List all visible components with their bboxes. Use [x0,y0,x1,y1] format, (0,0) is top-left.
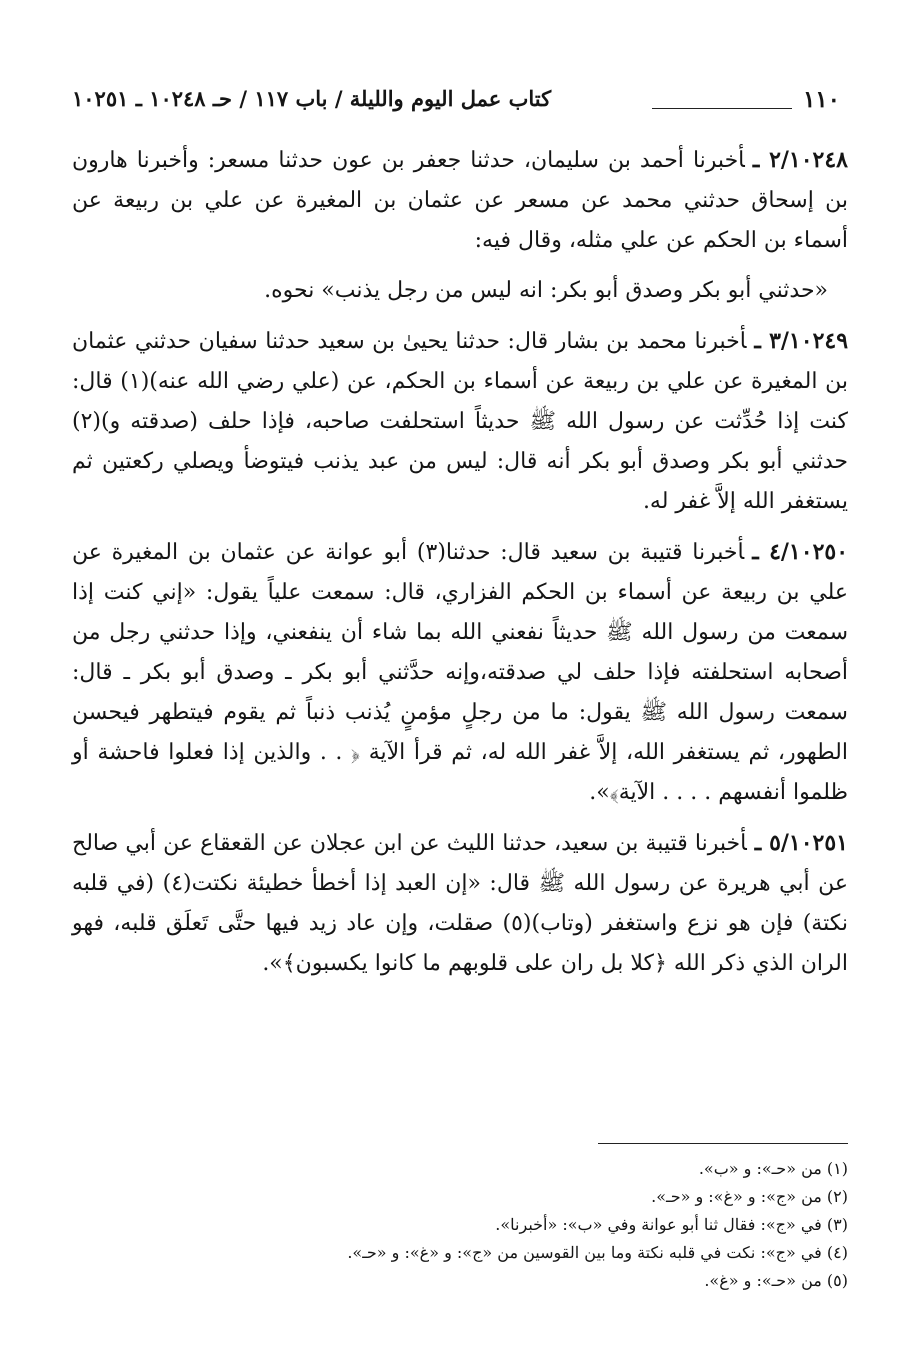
footnotes [72,1155,848,1295]
page-number: ١١٠ [802,86,840,113]
hadith-body: «حدثني أبو بكر وصدق أبو بكر: انه ليس من رجل يذنب» نحوه. [264,278,828,303]
running-title: كتاب عمل اليوم والليلة / باب ١١٧ / حـ ١٠٢٤٨ ـ ١٠٢٥١ [72,86,552,111]
hadith-body: أخبرنا محمد بن بشار قال: حدثنا يحيىٰ بن سعيد حدثنا سفيان حدثني عثمان بن المغيرة عن علي بن ربيعة عن أسماء بن الحكم، عن (علي رضي الله عنه)(١) قال: كنت إذا حُدِّثت عن رسول الله ﷺ حديثاً استحلفت صاحبه، فإذا حلف (صدقته و)(٢) حدثني أبو بكر وصدق أبو بكر أنه قال: ليس من عبد يذنب فيتوضأ ويصلي ركعتين ثم يستغفر الله إلاَّ غفر له. [72,329,848,514]
hadith-number: ٤/١٠٢٥٠ ـ [752,539,849,565]
hadith-text [72,140,848,984]
hadith-number: ٣/١٠٢٤٩ ـ [754,328,849,354]
footnote: (٣) في «ج»: فقال ثنا أبو عوانة وفي «ب»: «أخبرنا». [495,1215,848,1234]
page-header [72,80,848,124]
footnote: (١) من «حـ»: و «ب». [698,1159,848,1178]
hadith-body: أخبرنا أحمد بن سليمان، حدثنا جعفر بن عون حدثنا مسعر: وأخبرنا هارون بن إسحاق حدثني محمد عن مسعر عن عثمان بن المغيرة عن علي بن ربيعة عن أسماء بن الحكم عن علي مثله، وقال فيه: [72,148,848,253]
hadith-paragraph [72,140,848,261]
hadith-paragraph [72,321,848,522]
hadith-paragraph [72,532,848,813]
header-rule [652,108,792,109]
footnote: (٢) من «ج»: و «غ»: و «حـ». [651,1187,848,1206]
hadith-paragraph [72,823,848,984]
hadith-number: ٢/١٠٢٤٨ ـ [752,147,848,173]
footnote: (٥) من «حـ»: و «غ». [704,1271,848,1290]
footnote: (٤) في «ج»: نكت في قلبه نكتة وما بين القوسين من «ج»: و «غ»: و «حـ». [347,1243,848,1262]
footnote-separator [598,1143,848,1144]
hadith-body: أخبرنا قتيبة بن سعيد، حدثنا الليث عن ابن عجلان عن القعقاع عن أبي صالح عن أبي هريرة عن رسول الله ﷺ قال: «إن العبد إذا أخطأ خطيئة نكتت(٤) (في قلبه نكتة) فإن هو نزع واستغفر (وتاب)(٥) صقلت، وإن عاد زيد فيها حتَّى تَعلَق قلبه، فهو الران الذي ذكر الله ﴿كلا بل ران على قلوبهم ما كانوا يكسبون﴾». [72,831,848,976]
hadith-body: أخبرنا قتيبة بن سعيد قال: حدثنا(٣) أبو عوانة عن عثمان بن المغيرة عن علي بن ربيعة عن أسماء بن الحكم الفزاري، قال: سمعت علياً يقول: «إني كنت إذا سمعت من رسول الله ﷺ حديثاً نفعني الله بما شاء أن ينفعني، وإذا حدثني رجل من أصحابه استحلفته فإذا حلف لي صدقته،وإنه حدَّثني أبو بكر ـ وصدق أبو بكر ـ قال: سمعت رسول الله ﷺ يقول: ما من رجلٍ مؤمنٍ يُذنب ذنباً ثم يقوم فيتطهر فيحسن الطهور، ثم يستغفر الله، إلاَّ غفر الله له، ثم قرأ الآية ﴿ . . والذين إذا فعلوا فاحشة أو ظلموا أنفسهم . . . . الآية﴾». [72,540,848,805]
hadith-number: ٥/١٠٢٥١ ـ [754,830,848,856]
hadith-paragraph [72,271,848,311]
